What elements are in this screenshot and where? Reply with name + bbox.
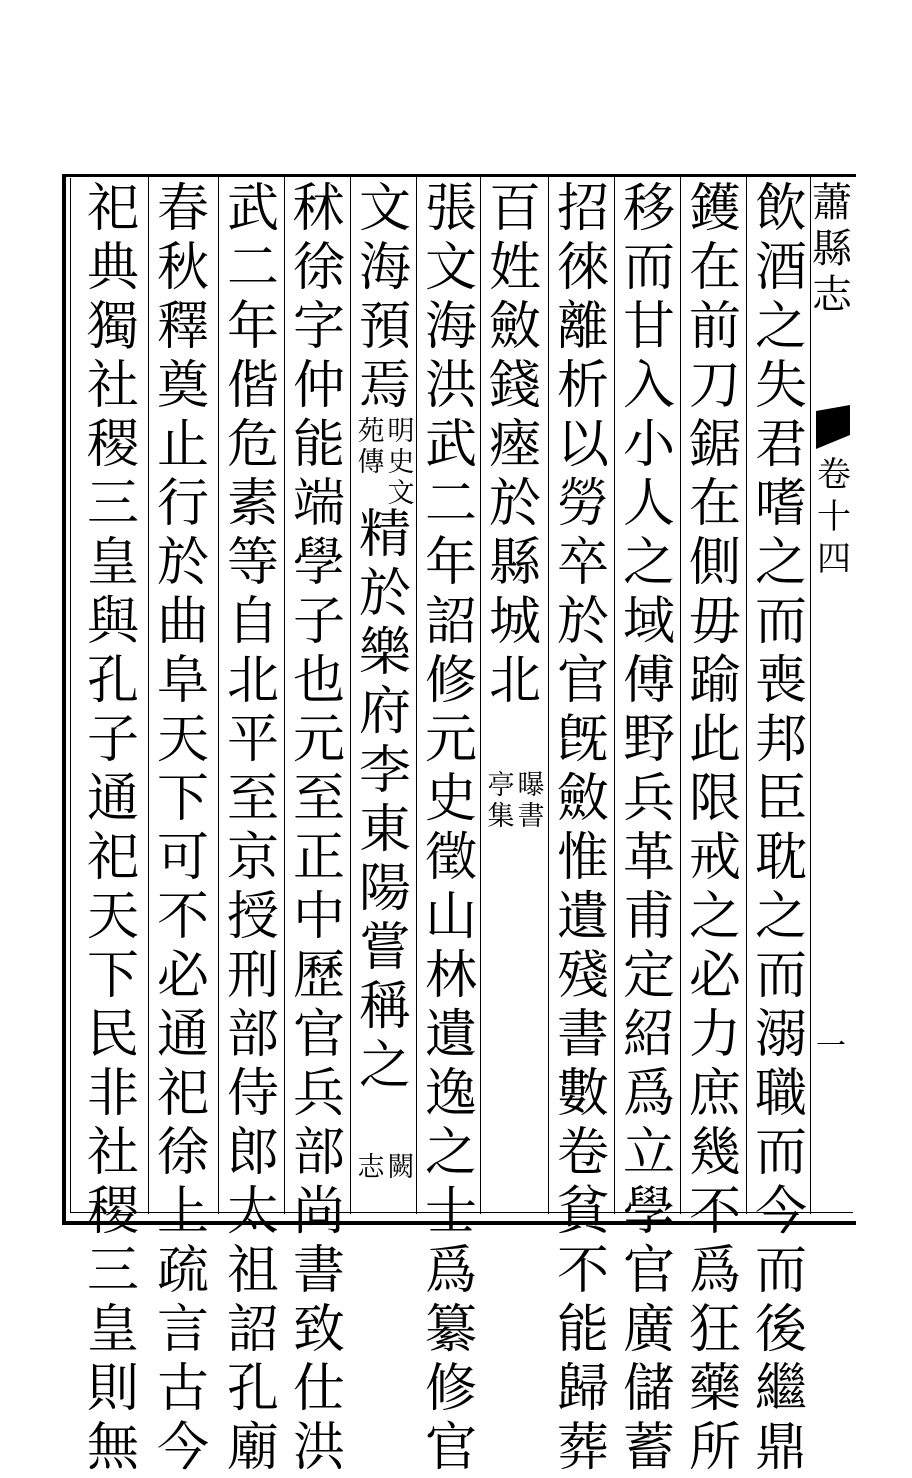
glyph: 至 (226, 769, 279, 829)
glyph: 學 (622, 1182, 675, 1242)
glyph: 卒 (556, 533, 609, 593)
glyph: 數 (556, 1064, 609, 1124)
glyph: 官 (424, 1418, 477, 1478)
glyph: 民 (86, 1005, 139, 1065)
glyph: 非 (86, 1064, 139, 1124)
text-column-7 (354, 180, 416, 416)
glyph: 殘 (556, 946, 609, 1006)
glyph: 於 (156, 533, 209, 593)
glyph: 正 (292, 828, 345, 888)
glyph: 史 (387, 447, 415, 478)
glyph: 無 (86, 1418, 139, 1478)
glyph: 海 (424, 297, 477, 357)
glyph: 儲 (622, 1359, 675, 1419)
glyph: 李 (358, 741, 411, 801)
glyph: 爲 (622, 1064, 675, 1124)
glyph: 社 (86, 1123, 139, 1183)
glyph: 不 (156, 887, 209, 947)
column-text (684, 180, 746, 1478)
juan-mark (814, 454, 854, 580)
glyph: 遺 (556, 887, 609, 947)
glyph: 於 (488, 474, 541, 534)
glyph: 葬 (556, 1418, 609, 1478)
column-text (552, 180, 614, 1478)
glyph: 元 (424, 710, 477, 770)
glyph: 洪 (292, 1418, 345, 1478)
glyph: 而 (754, 1241, 807, 1301)
glyph: 惟 (556, 828, 609, 888)
column-text (354, 506, 416, 1096)
annotation-line (356, 416, 386, 509)
glyph: 纂 (424, 1300, 477, 1360)
glyph: 偕 (226, 356, 279, 416)
glyph: 武 (226, 179, 279, 239)
glyph: 限 (688, 769, 741, 829)
glyph: 亭 (487, 770, 515, 801)
glyph: 毋 (688, 592, 741, 652)
glyph: 稷 (86, 415, 139, 475)
glyph: 定 (622, 946, 675, 1006)
glyph: 四 (817, 539, 851, 579)
glyph: 修 (424, 651, 477, 711)
glyph: 授 (226, 887, 279, 947)
glyph: 曲 (156, 592, 209, 652)
annotation-line (386, 416, 416, 509)
text-column-3 (618, 180, 680, 1478)
glyph: 部 (226, 1005, 279, 1065)
glyph: 天 (86, 887, 139, 947)
glyph: 祀 (86, 179, 139, 239)
glyph: 入 (622, 356, 675, 416)
glyph: 瘞 (488, 415, 541, 475)
glyph: 三 (86, 1241, 139, 1301)
glyph: 稷 (86, 1182, 139, 1242)
glyph: 斂 (556, 769, 609, 829)
glyph: 可 (156, 828, 209, 888)
annotation-line (516, 770, 546, 832)
glyph: 立 (622, 1123, 675, 1183)
glyph: 而 (754, 592, 807, 652)
glyph: 北 (226, 651, 279, 711)
glyph: 而 (754, 1123, 807, 1183)
glyph: 年 (226, 297, 279, 357)
glyph: 鼎 (754, 1418, 807, 1478)
text-column-6 (420, 180, 482, 1478)
glyph: 仲 (292, 356, 345, 416)
glyph: 之 (754, 533, 807, 593)
glyph: 徠 (556, 238, 609, 298)
glyph: 集 (487, 801, 515, 832)
annotation-line (486, 770, 516, 832)
glyph: 縣 (488, 533, 541, 593)
column-rule (548, 176, 549, 1214)
glyph: 城 (488, 592, 541, 652)
glyph: 今 (156, 1418, 209, 1478)
glyph: 祀 (86, 828, 139, 888)
glyph: 徵 (424, 828, 477, 888)
glyph: 踰 (688, 651, 741, 711)
glyph: 幾 (688, 1123, 741, 1183)
annotation-line (356, 1152, 386, 1183)
column-text (750, 180, 812, 1478)
glyph: 職 (754, 1064, 807, 1124)
glyph: 官 (292, 1005, 345, 1065)
glyph: 錢 (488, 356, 541, 416)
glyph: 通 (156, 1005, 209, 1065)
text-column-4 (552, 180, 614, 1478)
glyph: 卷 (556, 1123, 609, 1183)
glyph: 中 (292, 887, 345, 947)
glyph: 爲 (424, 1241, 477, 1301)
glyph: 上 (156, 1182, 209, 1242)
glyph: 行 (156, 474, 209, 534)
glyph: 官 (556, 651, 609, 711)
glyph: 闕 (387, 1152, 415, 1183)
glyph: 甫 (622, 887, 675, 947)
annotation (356, 416, 416, 509)
glyph: 孔 (226, 1359, 279, 1419)
glyph: 卷 (817, 455, 851, 495)
glyph: 必 (688, 946, 741, 1006)
column-rule (284, 176, 285, 1214)
glyph: 樂 (358, 623, 411, 683)
text-column-5 (484, 180, 546, 711)
glyph: 之 (688, 887, 741, 947)
glyph: 爲 (688, 1241, 741, 1301)
glyph: 於 (358, 564, 411, 624)
glyph: 移 (622, 179, 675, 239)
glyph: 皇 (86, 533, 139, 593)
glyph: 紹 (622, 1005, 675, 1065)
glyph: 預 (358, 297, 411, 357)
glyph: 一 (816, 1029, 846, 1064)
glyph: 獨 (86, 297, 139, 357)
glyph: 鑊 (688, 179, 741, 239)
glyph: 臣 (754, 769, 807, 829)
glyph: 歸 (556, 1359, 609, 1419)
column-rule (148, 176, 149, 1214)
glyph: 藥 (688, 1359, 741, 1419)
glyph: 而 (622, 238, 675, 298)
glyph: 字 (292, 297, 345, 357)
glyph: 祀 (156, 1064, 209, 1124)
glyph: 君 (754, 415, 807, 475)
book-title-text (812, 180, 852, 318)
leaf-number-text (816, 1030, 846, 1064)
glyph: 失 (754, 356, 807, 416)
glyph: 也 (292, 651, 345, 711)
glyph: 傳 (357, 447, 385, 478)
column-text (354, 180, 416, 416)
glyph: 陽 (358, 859, 411, 919)
column-rule (680, 176, 681, 1214)
glyph: 祖 (226, 1241, 279, 1301)
glyph: 兵 (292, 1064, 345, 1124)
glyph: 鋸 (688, 415, 741, 475)
glyph: 此 (688, 710, 741, 770)
column-text (288, 180, 350, 1478)
glyph: 姓 (488, 238, 541, 298)
glyph: 刀 (688, 356, 741, 416)
glyph: 甘 (622, 297, 675, 357)
glyph: 後 (754, 1300, 807, 1360)
glyph: 溺 (754, 1005, 807, 1065)
glyph: 之 (622, 533, 675, 593)
column-text (484, 180, 546, 711)
text-column-10 (152, 180, 214, 1478)
glyph: 文 (387, 478, 415, 509)
juan-mark-text (817, 454, 851, 580)
glyph: 秋 (156, 238, 209, 298)
glyph: 官 (622, 1241, 675, 1301)
glyph: 不 (556, 1241, 609, 1301)
glyph: 與 (86, 592, 139, 652)
glyph: 書 (517, 801, 545, 832)
column-rule (746, 176, 747, 1214)
glyph: 能 (556, 1300, 609, 1360)
glyph: 斂 (488, 297, 541, 357)
text-column-8 (288, 180, 350, 1478)
column-text (420, 180, 482, 1478)
leaf-number (816, 1030, 846, 1064)
glyph: 修 (424, 1359, 477, 1419)
glyph: 飲 (754, 179, 807, 239)
glyph: 詔 (226, 1300, 279, 1360)
glyph: 言 (156, 1300, 209, 1360)
glyph: 三 (86, 474, 139, 534)
glyph: 遺 (424, 1005, 477, 1065)
glyph: 自 (226, 592, 279, 652)
glyph: 十 (817, 497, 851, 537)
text-column-1 (750, 180, 812, 1478)
glyph: 海 (358, 238, 411, 298)
glyph: 曝 (517, 770, 545, 801)
glyph: 野 (622, 710, 675, 770)
glyph: 北 (488, 651, 541, 711)
glyph: 皇 (86, 1300, 139, 1360)
glyph: 書 (292, 1241, 345, 1301)
glyph: 旣 (556, 710, 609, 770)
glyph: 百 (488, 179, 541, 239)
glyph: 庶 (688, 1064, 741, 1124)
column-text (618, 180, 680, 1478)
glyph: 析 (556, 356, 609, 416)
glyph: 疏 (156, 1241, 209, 1301)
glyph: 力 (688, 1005, 741, 1065)
glyph: 端 (292, 474, 345, 534)
text-column-9 (222, 180, 284, 1478)
glyph: 苑 (357, 416, 385, 447)
glyph: 今 (754, 1182, 807, 1242)
book-title (812, 180, 852, 318)
glyph: 古 (156, 1359, 209, 1419)
glyph: 之 (358, 1036, 411, 1096)
glyph: 縣 (812, 226, 852, 272)
glyph: 蕭 (812, 180, 852, 226)
glyph: 秫 (292, 179, 345, 239)
fishtail-mark (816, 405, 850, 449)
glyph: 則 (86, 1359, 139, 1419)
glyph: 仕 (292, 1359, 345, 1419)
glyph: 志 (357, 1152, 385, 1183)
annotation (486, 770, 546, 832)
glyph: 至 (292, 769, 345, 829)
glyph: 於 (556, 592, 609, 652)
glyph: 勞 (556, 474, 609, 534)
glyph: 貧 (556, 1182, 609, 1242)
glyph: 徐 (292, 238, 345, 298)
glyph: 離 (556, 297, 609, 357)
glyph: 之 (424, 1123, 477, 1183)
column-text (152, 180, 214, 1478)
glyph: 書 (556, 1005, 609, 1065)
glyph: 徐 (156, 1123, 209, 1183)
glyph: 繼 (754, 1359, 807, 1419)
glyph: 士 (424, 1182, 477, 1242)
glyph: 在 (688, 474, 741, 534)
glyph: 以 (556, 415, 609, 475)
glyph: 喪 (754, 651, 807, 711)
glyph: 招 (556, 179, 609, 239)
glyph: 釋 (156, 297, 209, 357)
glyph: 刑 (226, 946, 279, 1006)
glyph: 傅 (622, 651, 675, 711)
glyph: 能 (292, 415, 345, 475)
glyph: 張 (424, 179, 477, 239)
glyph: 阜 (156, 651, 209, 711)
glyph: 戒 (688, 828, 741, 888)
glyph: 子 (292, 592, 345, 652)
glyph: 侍 (226, 1064, 279, 1124)
glyph: 酒 (754, 238, 807, 298)
glyph: 逸 (424, 1064, 477, 1124)
glyph: 下 (86, 946, 139, 1006)
glyph: 學 (292, 533, 345, 593)
glyph: 典 (86, 238, 139, 298)
glyph: 素 (226, 474, 279, 534)
glyph: 郎 (226, 1123, 279, 1183)
glyph: 之 (754, 887, 807, 947)
glyph: 嘗 (358, 918, 411, 978)
annotation-line (386, 1152, 416, 1183)
column-rule (416, 176, 417, 1214)
glyph: 耽 (754, 828, 807, 888)
glyph: 文 (358, 179, 411, 239)
column-rule (218, 176, 219, 1214)
glyph: 二 (226, 238, 279, 298)
glyph: 嗜 (754, 474, 807, 534)
glyph: 狂 (688, 1300, 741, 1360)
glyph: 革 (622, 828, 675, 888)
glyph: 部 (292, 1123, 345, 1183)
glyph: 太 (226, 1182, 279, 1242)
glyph: 洪 (424, 356, 477, 416)
glyph: 志 (812, 272, 852, 318)
glyph: 前 (688, 297, 741, 357)
glyph: 明 (387, 416, 415, 447)
column-rule (614, 176, 615, 1214)
glyph: 域 (622, 592, 675, 652)
glyph: 詔 (424, 592, 477, 652)
glyph: 元 (292, 710, 345, 770)
column-text (82, 180, 144, 1478)
glyph: 所 (688, 1418, 741, 1478)
glyph: 通 (86, 769, 139, 829)
glyph: 廟 (226, 1418, 279, 1478)
glyph: 等 (226, 533, 279, 593)
glyph: 小 (622, 415, 675, 475)
glyph: 京 (226, 828, 279, 888)
glyph: 下 (156, 769, 209, 829)
glyph: 之 (754, 297, 807, 357)
glyph: 天 (156, 710, 209, 770)
glyph: 危 (226, 415, 279, 475)
glyph: 焉 (358, 356, 411, 416)
glyph: 史 (424, 769, 477, 829)
text-column-7-continued (354, 506, 416, 1096)
glyph: 東 (358, 800, 411, 860)
text-column-11 (82, 180, 144, 1478)
glyph: 稱 (358, 977, 411, 1037)
glyph: 武 (424, 415, 477, 475)
glyph: 兵 (622, 769, 675, 829)
column-text (222, 180, 284, 1478)
glyph: 精 (358, 505, 411, 565)
glyph: 尚 (292, 1182, 345, 1242)
column-rule (350, 176, 351, 1214)
glyph: 而 (754, 946, 807, 1006)
glyph: 孔 (86, 651, 139, 711)
glyph: 二 (424, 474, 477, 534)
glyph: 蓄 (622, 1418, 675, 1478)
glyph: 致 (292, 1300, 345, 1360)
text-column-2 (684, 180, 746, 1478)
annotation (356, 1152, 416, 1183)
glyph: 邦 (754, 710, 807, 770)
glyph: 在 (688, 238, 741, 298)
glyph: 文 (424, 238, 477, 298)
glyph: 不 (688, 1182, 741, 1242)
glyph: 側 (688, 533, 741, 593)
glyph: 奠 (156, 356, 209, 416)
glyph: 廣 (622, 1300, 675, 1360)
glyph: 止 (156, 415, 209, 475)
glyph: 山 (424, 887, 477, 947)
glyph: 人 (622, 474, 675, 534)
glyph: 春 (156, 179, 209, 239)
glyph: 平 (226, 710, 279, 770)
glyph: 子 (86, 710, 139, 770)
glyph: 林 (424, 946, 477, 1006)
glyph: 年 (424, 533, 477, 593)
glyph: 歷 (292, 946, 345, 1006)
glyph: 必 (156, 946, 209, 1006)
glyph: 府 (358, 682, 411, 742)
glyph: 社 (86, 356, 139, 416)
